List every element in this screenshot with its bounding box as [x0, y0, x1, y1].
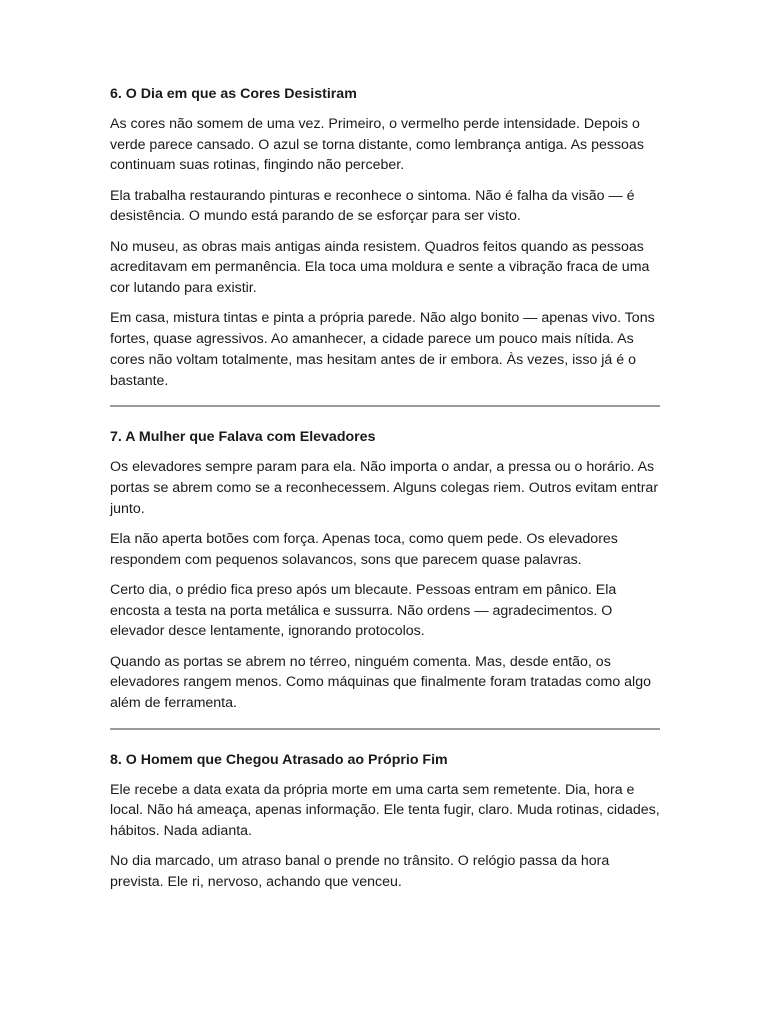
story-section-6	[110, 84, 660, 391]
section-title: 7. A Mulher que Falava com Elevadores	[110, 429, 376, 446]
section-title: 8. O Homem que Chegou Atrasado ao Próprio Fim	[110, 751, 448, 768]
section-divider	[110, 728, 660, 730]
section-divider	[110, 405, 660, 407]
paragraph: As cores não somem de uma vez. Primeiro, o vermelho perde intensidade. Depois o verde parece cansado. O azul se torna distante, como lembrança antiga. As pessoas continuam suas rotinas, fingindo não perceber.	[110, 116, 644, 174]
paragraph: Ele recebe a data exata da própria morte em uma carta sem remetente. Dia, hora e local. Não há ameaça, apenas informação. Ele tenta fugir, claro. Muda rotinas, cidades, hábitos. Nada adianta.	[110, 781, 660, 840]
paragraph: Os elevadores sempre param para ela. Não importa o andar, a pressa ou o horário. As portas se abrem como se a reconhecessem. Alguns colegas riem. Outros evitam entrar junto.	[110, 459, 659, 517]
story-section-8	[110, 750, 660, 893]
document-page	[110, 84, 660, 902]
story-section-7	[110, 427, 660, 714]
paragraph: Ela não aperta botões com força. Apenas toca, como quem pede. Os elevadores respondem com pequenos solavancos, sons que parecem quase palavras.	[110, 530, 618, 568]
paragraph: Certo dia, o prédio fica preso após um blecaute. Pessoas entram em pânico. Ela encosta a testa na porta metálica e sussurra. Não ordens — agradecimentos. O elevador desce lentamente, ignorando protocolos.	[110, 581, 617, 640]
paragraph: No museu, as obras mais antigas ainda resistem. Quadros feitos quando as pessoas acreditavam em permanência. Ela toca uma moldura e sente a vibração fraca de uma cor lutando para existir.	[110, 238, 650, 297]
paragraph: Em casa, mistura tintas e pinta a própria parede. Não algo bonito — apenas vivo. Tons fortes, quase agressivos. Ao amanhecer, a cidade parece um pouco mais nítida. As cores não voltam totalmente, mas hesitam antes de ir embora. Às vezes, isso já é o bastante.	[110, 310, 655, 389]
section-title: 6. O Dia em que as Cores Desistiram	[110, 86, 357, 102]
paragraph: No dia marcado, um atraso banal o prende no trânsito. O relógio passa da hora prevista. Ele ri, nervoso, achando que venceu.	[110, 853, 610, 891]
paragraph: Ela trabalha restaurando pinturas e reconhece o sintoma. Não é falha da visão — é desistência. O mundo está parando de se esforçar para ser visto.	[110, 187, 635, 225]
paragraph: Quando as portas se abrem no térreo, ninguém comenta. Mas, desde então, os elevadores rangem menos. Como máquinas que finalmente foram tratadas como algo além de ferramenta.	[110, 653, 651, 712]
